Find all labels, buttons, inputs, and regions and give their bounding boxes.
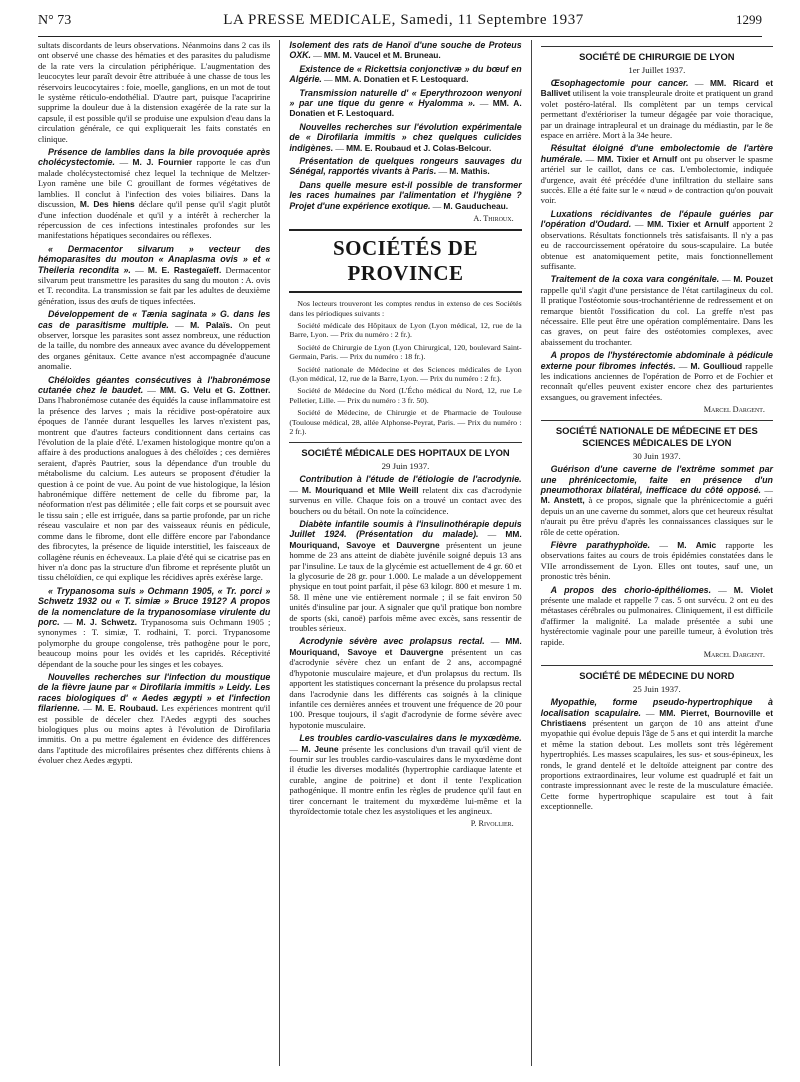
article-author: MM. Tixier et Arnulf <box>597 153 678 164</box>
article-author: M. E. Roubaud. <box>95 703 159 714</box>
divider <box>289 442 521 443</box>
article-author: MM. A. Donatien et F. Lestoquard. <box>334 74 469 85</box>
article-title: Présence de lamblies dans la bile provoquée après cholécystectomie. <box>38 147 271 168</box>
article-author: MM. M. Vaucel et M. Bruneau. <box>323 50 441 61</box>
issue-number: N° 73 <box>38 13 72 28</box>
article-title: Contribution à l'étude de l'étiologie de l'acrodynie. <box>299 474 522 485</box>
provinces-periodical: Société médicale des Hôpitaux de Lyon (Lyon médical, 12, rue de la Barre, Lyon. — Prix du numéro : 2 fr.). <box>289 320 522 340</box>
article-author: M. J. Fournier <box>132 157 193 168</box>
article: Développement de « Tænia saginata » G. dans les cas de parasitisme multiple. — M. Palaïs. On peut observer, lorsque les parasites sont assez nombreux, une réduction de la taille, du nombre des anneaux avec avance du développement des organes génitaux. Cette avance n'est accompagnée d'aucune anomalie. <box>38 309 271 372</box>
article-title: Nouvelles recherches sur l'évolution expérimentale de « Dirofilaria immitis » chez quelques culicides indigènes. <box>289 121 522 153</box>
article-text: rapporte les observations faites au cours de trois épidémies constatées dans le VIIe arrondissement de Lyon. Elles ont toutes, sauf une, un pronostic très bénin. <box>540 540 773 582</box>
article-title: Résultat éloigné d'une embolectomie de l'artère humérale. <box>540 143 773 164</box>
article-title: Transmission naturelle d' « Eperythrozoon wenyoni » par une tique du genre « Hyalomma ». <box>289 87 522 109</box>
divider <box>541 420 773 421</box>
article-author: MM. Tixier et Arnulf <box>647 219 729 230</box>
section-date: 25 Juin 1937. <box>632 684 681 695</box>
article: Traitement de la coxa vara congénitale. — M. Pouzet rappelle qu'il s'agit d'une persistance de l'état cartilagineux du col. Il pratique l'ostéotomie sous-trochantérienne de redressement et on remarque bientôt l'ossification du col. La greffe n'est pas nécessaire. Elle peut être une opération complémentaire. Dans les cas graves, on peut faire des ostéotomies complexes, avec abaissement du trochanter. <box>540 274 773 347</box>
article-author: MM. A. Donatien et F. Lestoquard. <box>289 98 522 119</box>
provinces-title: SOCIÉTÉS DE PROVINCE <box>289 229 521 293</box>
article-title: A propos de l'hystérectomie abdominale à pédicule externe pour fibromes infectés. <box>540 350 773 371</box>
column-2 <box>279 40 530 1066</box>
article-text: apportent 2 observations. Résultats fonctionnels très satisfaisants. Il n'y a pas eu de raccourcissement opératoire du sous-scapulaire. La butée obtenue est anatomiquement petite, mais fonctionnellement suffisante. <box>540 219 773 271</box>
article: Nouvelles recherches sur l'infection du moustique de la fièvre jaune par « Dirofilaria immitis » Leidy. Les races biologiques d' « Aedes ægypti » et l'infection filarienne. — M. E. Roubaud. Les expériences montrent qu'il est possible de déceler chez l'Aedes ægypti des souches biologiques plus ou moins aptes à l'évolution de Dirofilaria immitis. On a pu mettre également en évidence des différences dans l'aptitude des microfilaires présentes chez différents chiens à évoluer chez Aedes ægypti. <box>38 671 271 766</box>
article-title: Dans quelle mesure est-il possible de transformer les races humaines par l'alimentation et l'hygiène ? Projet d'une expérience exotique. <box>289 179 522 211</box>
article-text: présente une malade et rappelle 7 cas. 5 ont survécu. 2 ont eu des métastases cérébrales ou pulmonaires. Cliniquement, il est difficile d'affirmer la malignité. La malade présentée a subi une hystérectomie vaginale pour une pareille tumeur, à évolution très rapide. <box>540 595 773 647</box>
article-title: A propos des chorio-épithéliomes. <box>550 584 712 595</box>
column-1 <box>38 40 279 1066</box>
divider <box>541 46 773 47</box>
article-text: Les expériences montrent qu'il est possible de déceler chez l'Aedes ægypti des souches biologiques plus ou moins aptes à l'évolution de Dirofilaria immitis. On a pu mettre également en évidence des différences dans l'aptitude des microfilaires présentes chez différents chiens à évoluer chez Aedes ægypti. <box>38 703 271 766</box>
article: Les troubles cardio-vasculaires dans le myxœdème. — M. Jeune présente les conclusions d'un travail qu'il vient de fournir sur les troubles cardio-vasculaires dans le myxœdème dont il étudie les diverses modalités (hypertrophie cardiaque latente et curable, angine de poitrine) et dont il tente l'explication pathogénique. Il montre enfin les règles de prudence qu'il faut en tirer concernant le traitement du myxœdème lui-même et la thyroïdectomie totale chez les asystoliques et les angineux. <box>289 733 522 816</box>
article-author: M. E. Rastegaïeff. <box>147 264 222 275</box>
section-date: 30 Juin 1937. <box>632 451 681 462</box>
section-date: 1er Juillet 1937. <box>628 65 686 75</box>
article-author: MM. G. Velu et G. Zottner. <box>159 385 271 395</box>
article-title: Diabète infantile soumis à l'insulinothérapie depuis Juillet 1924. (Présentation du malade). <box>289 519 522 540</box>
provinces-periodical: Société nationale de Médecine et des Sciences médicales de Lyon (Lyon médical, 12, rue de la Barre, Lyon. — Prix du numéro : 2 fr.). <box>289 364 522 383</box>
columns <box>38 40 782 1066</box>
signature: P. Rivollier. <box>470 819 514 829</box>
article-text: Trypanosoma suis Ochmann 1905 ; synonymes : T. simiæ, T. rodhaini, T. porci. Trypanosome polymorphe du groupe congolense, très pathogène pour le porc, beaucoup moins pour les ovidés et les capridés. Réceptivité dépendant de la souche pour les singes et les cobayes. <box>38 616 271 669</box>
provinces-periodical: Société de Chirurgie de Lyon (Lyon Chirurgical, 120, boulevard Saint-Germain, Paris. — Prix du numéro : 18 fr.). <box>289 342 522 362</box>
article-author: M. Palaïs. <box>190 319 233 330</box>
article-author: MM. Mouriquand, Savoye et Dauvergne <box>289 529 522 550</box>
article-title: Œsophagectomie pour cancer. <box>550 78 689 88</box>
article-text: relatent dix cas d'acrodynie survenus en ville. Chaque fois on a trouvé un contact avec des bouchers ou du bétail. On note la coïncidence. <box>289 484 522 516</box>
article-title: Guérison d'une caverne de l'extrême sommet par une phrénicectomie, faite en présence d'un pneumothorax bilatéral, inefficace du côté opposé. <box>540 464 773 495</box>
article: Présentation de quelques rongeurs sauvages du Sénégal, rapportés vivants à Paris. — M. Mathis. <box>289 156 522 177</box>
article-author: M. Mathis. <box>449 166 490 177</box>
article-author: MM. Ricard et Ballivet <box>540 78 773 99</box>
article: Isolement des rats de Hanoï d'une souche de Proteus OXK. — MM. M. Vaucel et M. Bruneau. <box>289 40 522 61</box>
page-header: N° 73 LA PRESSE MEDICALE, Samedi, 11 Septembre 1937 1299 <box>38 12 762 37</box>
article: Dans quelle mesure est-il possible de transformer les races humaines par l'alimentation et l'hygiène ? Projet d'une expérience exotique. — M. Gauducheau. <box>289 179 522 211</box>
article: Guérison d'une caverne de l'extrême sommet par une phrénicectomie, faite en présence d'un pneumothorax bilatéral, inefficace du côté opposé. — M. Anstett, à ce propos, signale que la phrénicectomie a guéri depuis un an une caverne du sommet, alors que cet heureux résultat n'aurait pu être prévu d'après les connaissances classiques sur le rôle de cette opération. <box>540 464 773 537</box>
article-title: Les troubles cardio-vasculaires dans le myxœdème. <box>299 733 522 744</box>
signature: Marcel Dargent. <box>703 405 765 415</box>
article-author: MM. E. Roubaud et J. Colas-Belcour. <box>346 142 492 153</box>
article: Fièvre parathyphoïde. — M. Amic rapporte les observations faites au cours de trois épidémies constatées dans le VIIe arrondissement de Lyon. Elles ont toutes, sauf une, un pronostic très bénin. <box>540 540 773 582</box>
article-author: M. Violet <box>733 584 773 595</box>
article-author: M. Mouriquand et Mlle Weill <box>301 484 419 495</box>
article: A propos de l'hystérectomie abdominale à pédicule externe pour fibromes infectés. — M. Goullioud rappelle les indications anciennes de l'opération de Porro et de Fochier et reconnaît qu'elles peuvent exister encore chez des parturientes exsangues, ou gravement infectées. <box>540 350 773 402</box>
article: Contribution à l'étude de l'étiologie de l'acrodynie. — M. Mouriquand et Mlle Weill relatent dix cas d'acrodynie survenus en ville. Chaque fois on a trouvé un contact avec des bouchers ou du bétail. On note la coïncidence. <box>289 474 522 516</box>
section-heading: SOCIÉTÉ MÉDICALE DES HOPITAUX DE LYON <box>301 447 510 459</box>
issue-date: Samedi, 11 Septembre 1937 <box>400 12 584 28</box>
provinces-intro: Nos lecteurs trouveront les comptes rendus in extenso de ces Sociétés dans les périodiques suivants : <box>289 299 522 318</box>
article-author: MM. Mouriquand, Savoye et Dauvergne <box>289 636 522 657</box>
article-text: utilisent la voie transpleurale droite et pratiquent un grand volet postéro-latéral. Ils complètent par un temps cervical permettant d'extérioriser la tumeur dégagée par voie thoracique, par un drainage intrapleural et un drainage du médiastin, par le 8e espace en arrière. Mort à la 34e heure. <box>540 88 773 141</box>
article-text: présente les conclusions d'un travail qu'il vient de fournir sur les troubles cardio-vasculaires dans le myxœdème dont il étudie les diverses modalités (hypertrophie cardiaque latente et curable, angine de poitrine) et dont il tente l'explication pathogénique. Il montre enfin les règles de prudence qu'il faut en tirer concernant le traitement du myxœdème lui-même et la thyroïdectomie totale chez les asystoliques et les angineux. <box>289 743 522 816</box>
article-title: « Trypanosoma suis » Ochmann 1905, « Tr. porci » Schwetz 1932 ou « T. simiæ » Bruce 1912? A propos de la nomenclature de la trypanosomiase virulente du porc. <box>38 585 271 627</box>
provinces-periodical: Société de Médecine, de Chirurgie et de Pharmacie de Toulouse (Toulouse médical, 28, allée Alphonse-Peyrat, Paris. — Prix du numéro : 2 fr.). <box>289 408 522 436</box>
section-heading: SOCIÉTÉ DE MÉDECINE DU NORD <box>579 670 735 682</box>
article-title: Isolement des rats de Hanoï d'une souche de Proteus OXK. <box>289 40 522 61</box>
article-author: M. Goullioud <box>690 360 743 371</box>
article-text: rappelle qu'il s'agit d'une persistance de l'état cartilagineux du col. Il pratique l'ostéotomie sous-trochantérienne de redressement et on remarque bientôt l'ossification du col. La greffe n'est pas nécessaire. Elle peut être une opération complémentaire. Dans les cas graves, on peut faire des ostéotomies complexes, avec abaissement du trochanter. <box>540 284 773 347</box>
article: A propos des chorio-épithéliomes. — M. Violet présente une malade et rappelle 7 cas. 5 ont survécu. 2 ont eu des métastases cérébrales ou pulmonaires. Cliniquement, il est difficile d'affirmer la malignité. La malade présentée a subi une hystérectomie vaginale pour une pareille tumeur, à évolution très rapide. <box>540 584 773 647</box>
article-author: M. Pouzet <box>733 274 773 285</box>
section-heading: SOCIÉTÉ NATIONALE DE MÉDECINE ET DES SCIENCES MÉDICALES DE LYON <box>555 425 758 449</box>
article-text: Dans l'habronémose cutanée des équidés la cause inflammatoire est la présence des larves ; mais la récidive post-opératoire aux époques de l'année durant lesquelles les larves n'existent pas, montrent que d'autres facteurs conditionnent dans certains cas l'évolution de la plaie d'été. L'examen histologique montre qu'on a affaire à des productions analogues à des chéloïdes ; ces dernières seraient, d'après Pautrier, sous la dépendance d'un trouble du métabolisme du calcium. Les auteurs se proposent d'étudier la question à ce point de vue. Au point de vue histologique, la lésion habronémique diffère nettement de celle du fibrome par, la néoformation n'est pas délimitée ; elle fait corps et se poursuit avec le tissu sain ; elle est irriguée, dans sa partie profonde, par un riche réseau vasculaire et non par des vaisseaux réunis en pédicule, comme dans le fibrome, dont elle diffère encore par l'abondance des fibrocytes, la présence de liquide interstitiel, les faisceaux de collagène réunis en écheveaux. La plaie d'été qui se cicatrise pas en hiver n'a donc pas la structure d'un fibrome et représente plutôt un tissu chéloïdien, ce qui explique les récidives après exérèse large. <box>38 395 271 583</box>
section-heading: SOCIÉTÉ DE CHIRURGIE DE LYON <box>579 51 735 62</box>
article-title: Luxations récidivantes de l'épaule guéries par l'opération d'Oudard. <box>540 208 773 230</box>
journal-title: LA PRESSE MEDICALE <box>223 12 392 28</box>
article-title: « Dermacentor silvarum » vecteur des hémoparasites du mouton « Anaplasma ovis » et « Theileria recondita ». <box>38 243 271 275</box>
article-text: rapporte le cas d'un malade cholécystectomisé chez lequel la technique de Meltzer-Lyon ramène une bile C grouillant de formes végétatives de lamblies. Il conclut à l'infection des voies biliaires. Dans la discussion, <box>38 157 271 210</box>
article-title: Développement de « Tænia saginata » G. dans les cas de parasitisme multiple. <box>38 309 271 330</box>
signature: Marcel Dargent. <box>703 650 765 660</box>
article-text: On peut observer, lorsque les parasites sont assez nombreux, une réduction de la taille, du nombre des anneaux avec avance du développement des organes génitaux. Cette avance n'est accompagnée d'aucune anomalie. <box>38 319 271 372</box>
article-title: Chéloïdes géantes consécutives à l'habronémose cutanée chez le baudet. <box>38 374 271 395</box>
signature: A. Thiroux. <box>473 214 514 224</box>
article-text: ont pu observer le spasme artériel sur le caillot, dans ce cas. L'embolectomie, indiquée d'urgence, avait été précédée d'une infiltration du stellaire sans succès. Elle a été faite sur le « nœud » de contraction qu'on pouvait voir. <box>540 153 773 206</box>
article: Transmission naturelle d' « Eperythrozoon wenyoni » par une tique du genre « Hyalomma ». — MM. A. Donatien et F. Lestoquard. <box>289 87 522 119</box>
article: Luxations récidivantes de l'épaule guéries par l'opération d'Oudard. — MM. Tixier et Arnulf apportent 2 observations. Résultats fonctionnels très satisfaisants. Il n'y a pas eu de raccourcissement opératoire du sous-scapulaire. La butée obtenue est anatomiquement petite, mais fonctionnellement suffisante. <box>540 208 773 271</box>
article: Présence de lamblies dans la bile provoquée après cholécystectomie. — M. J. Fournier rapporte le cas d'un malade cholécystectomisé chez lequel la technique de Meltzer-Lyon ramène une bile C grouillant de formes végétatives de lamblies. Il conclut à l'infection des voies biliaires. Dans la discussion, M. Des hiens déclare qu'il pense qu'il s'agit plutôt d'une infection duodénale et qu'il y a intérêt à rechercher la répercussion de ces infections intestinales profondes sur les manifestations hépatiques secondaires ou réflexes. <box>38 147 271 241</box>
article-text: présentent un jeune homme de 23 ans atteint de diabète juvénile soigné depuis 13 ans par l'insuline. Le taux de la glycémie est actuellement de 4 gr. 60 et la glycosurie de 28 gr. pour 1.000. Le malade a un développement physique en tout point parfait, il pèse 63 kilogr. 800 et mesure 1 m. 58. Il mène une vie entièrement normale ; il se fait environ 50 unités d'insuline par jour. A signaler que qu'il pratique bon nombre de sports (ski, canoë) parfois même avec excès, sans ressentir de troubles sérieux. <box>289 539 522 634</box>
article-text: déclare qu'il pense qu'il s'agit plutôt d'une infection duodénale et qu'il y a intérêt à rechercher la répercussion de ces infections intestinales profondes sur les manifestations hépatiques secondaires ou réflexes. <box>38 199 271 241</box>
article: « Trypanosoma suis » Ochmann 1905, « Tr. porci » Schwetz 1932 ou « T. simiæ » Bruce 1912? A propos de la nomenclature de la trypanosomiase virulente du porc. — M. J. Schwetz. Trypanosoma suis Ochmann 1905 ; synonymes : T. simiæ, T. rodhaini, T. porci. Trypanosome polymorphe du groupe congolense, très pathogène pour le porc, beaucoup moins pour les ovidés et les capridés. Réceptivité dépendant de la souche pour les singes et les cobayes. <box>38 585 271 669</box>
article-title: Existence de « Rickettsia conjonctivæ » du bœuf en Algérie. <box>289 63 522 85</box>
article-text: à ce propos, signale que la phrénicectomie a guéri depuis un an une caverne du sommet, alors que cet heureux résultat n'aurait pu être prévu d'après les connaissances classiques sur le rôle de cette opération. <box>540 495 773 537</box>
article-text: Dermacentor silvarum peut transmettre les parasites du sang du mouton : A. ovis et T. recondita. La transmission se fait par les adultes de deuxième génération, issus des œufs de tiques infectées. <box>38 264 271 306</box>
article: Nouvelles recherches sur l'évolution expérimentale de « Dirofilaria immitis » chez quelques culicides indigènes. — MM. E. Roubaud et J. Colas-Belcour. <box>289 121 522 153</box>
article-author: M. Des hiens <box>79 199 135 210</box>
article-author: M. Gauducheau. <box>443 200 509 211</box>
provinces-periodical: Société de Médecine du Nord (L'Écho médical du Nord, 12, rue Le Pelletier, Lille. — Prix du numéro : 3 fr. 50). <box>289 386 522 405</box>
article-text: présentent un garçon de 10 ans atteint d'une myopathie qui évolue depuis l'âge de 5 ans et qui interdit la marche et même la station debout. Les mollets sont très légèrement hypertrophiés. Les masses scapulaires, les sus- et sous-épineux, les ronds, le grand dentelé et le deltoïde atteignent par contre des proportions extraordinaires, leur volume est quadruplé et fait un contraste impressionnant avec le reste de la musculature émaciée. Cette forme hypertrophique scapulaire est tout à fait exceptionnelle. <box>540 717 773 812</box>
article: Existence de « Rickettsia conjonctivæ » du bœuf en Algérie. — MM. A. Donatien et F. Lestoquard. <box>289 63 522 85</box>
article-title: Présentation de quelques rongeurs sauvages du Sénégal, rapportés vivants à Paris. <box>289 156 522 177</box>
article: « Dermacentor silvarum » vecteur des hémoparasites du mouton « Anaplasma ovis » et « Theileria recondita ». — M. E. Rastegaïeff. Dermacentor silvarum peut transmettre les parasites du sang du mouton : A. ovis et T. recondita. La transmission se fait par les adultes de deuxième génération, issus des œufs de tiques infectées. <box>38 243 271 306</box>
article: Myopathie, forme pseudo-hypertrophique à localisation scapulaire. — MM. Pierret, Bournoville et Christiaens présentent un garçon de 10 ans atteint d'une myopathie qui évolue depuis l'âge de 5 ans et qui interdit la marche et même la station debout. Les mollets sont très légèrement hypertrophiés. Les masses scapulaires, les sus- et sous-épineux, les ronds, le grand dentelé et le deltoïde atteignent par contre des proportions extraordinaires, leur volume est quadruplé et fait un contraste impressionnant avec le reste de la musculature émaciée. Cette forme hypertrophique scapulaire est tout à fait exceptionnelle. <box>540 697 773 812</box>
article-title: Nouvelles recherches sur l'infection du moustique de la fièvre jaune par « Dirofilaria immitis » Leidy. Les races biologiques d' « Aedes ægypti » et l'infection filarienne. <box>38 671 271 714</box>
article-author: M. J. Schwetz. <box>76 616 137 627</box>
section-date: 29 Juin 1937. <box>381 461 430 472</box>
article-author: M. Anstett, <box>540 495 585 506</box>
article-title: Myopathie, forme pseudo-hypertrophique à localisation scapulaire. <box>540 697 773 718</box>
column-3 <box>531 40 782 1066</box>
article: Acrodynie sévère avec prolapsus rectal. — MM. Mouriquand, Savoye et Dauvergne présentent un cas d'acrodynie sévère chez un enfant de 2 ans, accompagné d'hypotonie musculaire majeure, et d'un prolapsus du rectum. Ils apportent les statistiques concernant la présence du prolapsus rectal dans l'acrodynie dans les différents cas soignés à la clinique infantile ces dernières années et trouvent une fréquence de 20 pour 100. Presque toujours, il s'agit d'acrodynie de forme sévère avec hypotonie musculaire. <box>289 636 522 730</box>
article-author: M. Jeune <box>301 743 339 754</box>
article-title: Traitement de la coxa vara congénitale. <box>550 274 720 285</box>
article-text: rappelle les indications anciennes de l'opération de Porro et de Fochier et reconnaît qu'elles peuvent exister encore chez des parturientes exsangues, ou gravement infectées. <box>540 360 773 402</box>
article: Chéloïdes géantes consécutives à l'habronémose cutanée chez le baudet. — MM. G. Velu et G. Zottner. Dans l'habronémose cutanée des équidés la cause inflammatoire est la présence des larves ; mais la récidive post-opératoire aux époques de l'année durant lesquelles les larves n'existent pas, montrent que d'autres facteurs conditionnent dans certains cas l'évolution de la plaie d'été. L'examen histologique montre qu'on a affaire à des productions analogues à des chéloïdes ; ces dernières seraient, d'après Pautrier, sous la dépendance d'un trouble du métabolisme du calcium. Les auteurs se proposent d'étudier la question à ce point de vue. Au point de vue histologique, la lésion habronémique diffère nettement de celle du fibrome par, la néoformation n'est pas délimitée ; elle fait corps et se poursuit avec le tissu sain ; elle est irriguée, dans sa partie profonde, par un riche réseau vasculaire et non par des vaisseaux réunis en pédicule, comme dans le fibrome, dont elle diffère encore par l'abondance des fibrocytes, la présence de liquide interstitiel, les faisceaux de collagène réunis en écheveaux. La plaie d'été qui se cicatrise pas en hiver n'a donc pas la structure d'un fibrome et représente plutôt un tissu chéloïdien, ce qui explique les récidives après exérèse large. <box>38 374 271 583</box>
page-number: 1299 <box>736 12 762 27</box>
divider <box>541 665 773 666</box>
article-author: MM. Pierret, Bournoville et Christiaens <box>540 707 773 728</box>
article-text: présentent un cas d'acrodynie sévère chez un enfant de 2 ans, accompagné d'hypotonie musculaire majeure, et d'un prolapsus du rectum. Ils apportent les statistiques concernant la présence du prolapsus rectal dans l'acrodynie dans les différents cas soignés à la clinique infantile ces dernières années et trouvent une fréquence de 20 pour 100. Presque toujours, il s'agit d'acrodynie de forme sévère avec hypotonie musculaire. <box>289 646 522 730</box>
article: Résultat éloigné d'une embolectomie de l'artère humérale. — MM. Tixier et Arnulf ont pu observer le spasme artériel sur le caillot, dans ce cas. L'embolectomie, indiquée d'urgence, avait été précédée d'une infiltration du stellaire sans succès. Elle a été faite sur le « nœud » de contraction qu'on pouvait voir. <box>540 143 773 206</box>
article-title: Acrodynie sévère avec prolapsus rectal. <box>299 636 485 647</box>
article-author: M. Amic <box>677 540 717 551</box>
article-title: Fièvre parathyphoïde. <box>550 540 651 551</box>
article: Œsophagectomie pour cancer. — MM. Ricard et Ballivet utilisent la voie transpleurale droite et pratiquent un grand volet postéro-latéral. Ils complètent par un temps cervical permettant d'extérioriser la tumeur dégagée par voie thoracique, par un drainage intrapleural et un drainage du médiastin, par le 8e espace en arrière. Mort à la 34e heure. <box>540 78 773 141</box>
paragraph: sultats discordants de leurs observations. Néanmoins dans 2 cas ils ont observé une chasse des hématies et des parasites du paludisme de la rate vers la circulation périphérique. L'augmentation des leucocytes leur paraît devoir être attribuée à une chasse de tous les réservoirs leucocytaires : foie, moelle, ganglions, en un mot de tout le système réticulo-endothélial. D'autre part, puisque l'acapririne supprime la douleur due à la distension exagérée de la rate sur la capsule, il est possible qu'il se produise une expulsion d'eau dans la circulation générale, ce qui expliquerait les faits constatés en clinique. <box>38 40 271 144</box>
article: Diabète infantile soumis à l'insulinothérapie depuis Juillet 1924. (Présentation du malade). — MM. Mouriquand, Savoye et Dauvergne présentent un jeune homme de 23 ans atteint de diabète juvénile soigné depuis 13 ans par l'insuline. Le taux de la glycémie est actuellement de 4 gr. 60 et la glycosurie de 28 gr. pour 1.000. Le malade a un développement physique en tout point parfait, il pèse 63 kilogr. 800 et mesure 1 m. 58. Il mène une vie entièrement normale ; il se fait environ 50 unités d'insuline par jour. A signaler que qu'il pratique bon nombre de sports (ski, canoë) parfois même avec excès, sans ressentir de troubles sérieux. <box>289 519 522 634</box>
